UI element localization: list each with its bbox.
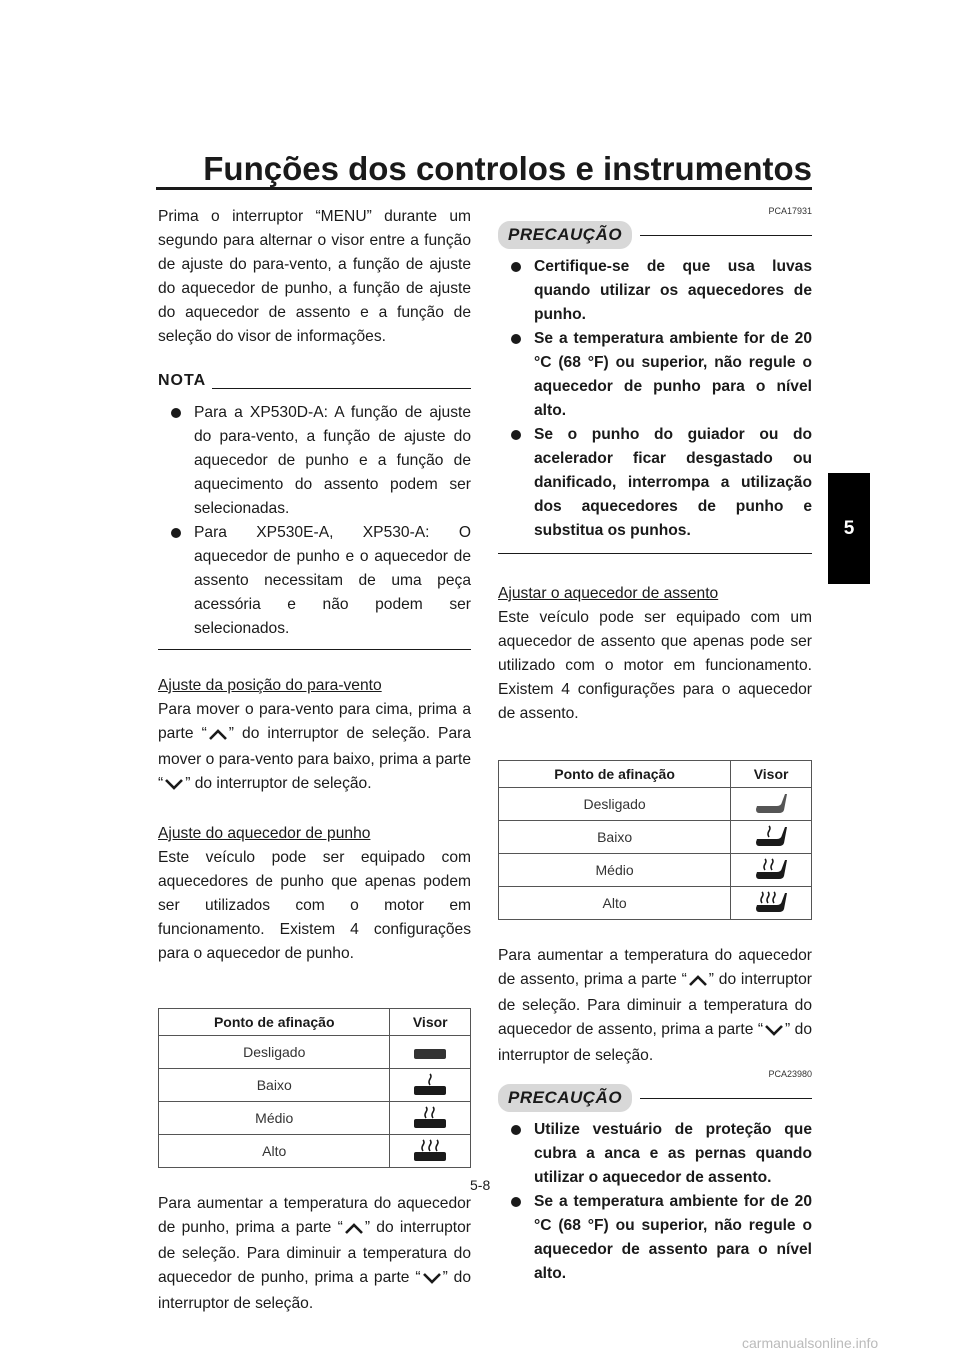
seat-heater-adjust-paragraph: Para aumentar a temperatura do aquecedor de assento, prima a parte “ ” do interruptor de seleção. Para diminuir a temperatura do aquecedor de assento, prima a parte “ ” do interruptor de seleção. <box>498 947 812 1064</box>
page-number: 5-8 <box>470 1177 491 1193</box>
grip-heater-adjust-paragraph: Para aumentar a temperatura do aquecedor de punho, prima a parte “ ” do interruptor de seleção. Para diminuir a temperatura do aquecedor de punho, prima a parte “ ” do interruptor de seleção. <box>158 1195 472 1312</box>
left-column <box>158 205 471 1316</box>
caution-header <box>498 221 812 249</box>
caution-header <box>498 1084 812 1112</box>
seat-heater-icon <box>731 854 812 887</box>
caution-rule <box>640 1098 812 1099</box>
table-cell: Desligado <box>159 1036 390 1069</box>
chevron-down-icon <box>163 774 185 798</box>
intro-paragraph: Prima o interruptor “MENU” durante um segundo para alternar o visor entre a função de ajuste do para-vento, a função de ajuste do aquecedor de punho, a função de ajuste do aquecedor de assento e a função de seleção do visor de informações. <box>158 208 471 345</box>
table-cell: Alto <box>499 887 731 920</box>
grip-heater-paragraph: Este veículo pode ser equipado com aquecedores de punho que apenas podem ser utilizados com o motor em funcionamento. Existem 4 configurações para o aquecedor de punho. <box>158 849 471 962</box>
caution-list <box>498 255 812 543</box>
seat-heater-icon <box>731 887 812 920</box>
table-cell: Baixo <box>159 1069 390 1102</box>
table-row <box>499 788 812 821</box>
page-header-title: Funções dos controlos e instrumentos <box>203 150 812 187</box>
table-header-setting: Ponto de afinação <box>159 1009 390 1036</box>
caution-code: PCA23980 <box>768 1069 812 1079</box>
caution-rule <box>640 235 812 236</box>
caution-item: Utilize vestuário de proteção que cubra a anca e as pernas quando utilizar o aquecedor de assento. <box>498 1118 812 1190</box>
chevron-up-icon <box>207 724 229 748</box>
seat-heater-table <box>498 760 812 920</box>
table-row <box>159 1135 471 1168</box>
caution-item: Certifique-se de que usa luvas quando utilizar os aquecedores de punho. <box>498 255 812 327</box>
grip-heater-table <box>158 1008 471 1168</box>
watermark: carmanualsonline.info <box>742 1335 879 1351</box>
grip-heater-heading: Ajuste do aquecedor de punho <box>158 825 371 842</box>
grip-heater-icon <box>390 1069 471 1102</box>
chevron-up-icon <box>343 1218 365 1242</box>
table-row <box>159 1102 471 1135</box>
note-item: Para a XP530D-A: A função de ajuste do para-vento, a função de ajuste do aquecedor de punho e a função de aquecimento do assento podem ser selecionadas. <box>158 401 471 521</box>
caution-list <box>498 1118 812 1286</box>
caution-item: Se a temperatura ambiente for de 20 °C (68 °F) ou superior, não regule o aquecedor de punho para o nível alto. <box>498 327 812 423</box>
seat-heater-icon <box>731 821 812 854</box>
table-cell: Baixo <box>499 821 731 854</box>
seat-heater-paragraph: Este veículo pode ser equipado com um aquecedor de assento que apenas pode ser utilizado com o motor em funcionamento. Existem 4 configurações para o aquecedor de assento. <box>498 609 812 722</box>
note-rule <box>212 388 471 389</box>
table-cell: Médio <box>499 854 731 887</box>
note-list <box>158 401 471 641</box>
table-header-display: Visor <box>390 1009 471 1036</box>
table-header-setting: Ponto de afinação <box>499 761 731 788</box>
header-rule <box>156 187 812 190</box>
caution-item: Se a temperatura ambiente for de 20 °C (68 °F) ou superior, não regule o aquecedor de assento para o nível alto. <box>498 1190 812 1286</box>
seat-heater-icon <box>731 788 812 821</box>
chevron-down-icon <box>763 1020 785 1044</box>
caution-label: PRECAUÇÃO <box>498 221 632 249</box>
table-cell: Desligado <box>499 788 731 821</box>
windshield-heading: Ajuste da posição do para-vento <box>158 677 382 694</box>
caution-item: Se o punho do guiador ou do acelerador ficar desgastado ou danificado, interrompa a utilização dos aquecedores de punho e substitua os punhos. <box>498 423 812 543</box>
table-cell: Médio <box>159 1102 390 1135</box>
chevron-down-icon <box>421 1268 443 1292</box>
table-cell: Alto <box>159 1135 390 1168</box>
right-column <box>498 205 812 1286</box>
windshield-paragraph: Para mover o para-vento para cima, prima a parte “ ” do interruptor de seleção. Para mover o para-vento para baixo, prima a parte “ ” do interruptor de seleção. <box>158 698 471 798</box>
grip-heater-icon <box>390 1036 471 1069</box>
chevron-up-icon <box>687 970 709 994</box>
note-label: NOTA <box>158 372 207 389</box>
table-row <box>159 1036 471 1069</box>
caution-code: PCA17931 <box>768 206 812 216</box>
table-row <box>499 854 812 887</box>
caution-label: PRECAUÇÃO <box>498 1084 632 1112</box>
chapter-tab: 5 <box>828 473 870 584</box>
grip-heater-icon <box>390 1102 471 1135</box>
note-header <box>158 369 471 393</box>
table-header-display: Visor <box>731 761 812 788</box>
note-item: Para XP530E-A, XP530-A: O aquecedor de punho e o aquecedor de assento necessitam de uma peça acessória e não podem ser selecionados. <box>158 521 471 641</box>
table-row <box>159 1069 471 1102</box>
table-row <box>499 821 812 854</box>
table-row <box>499 887 812 920</box>
seat-heater-heading: Ajustar o aquecedor de assento <box>498 585 719 602</box>
grip-heater-icon <box>390 1135 471 1168</box>
